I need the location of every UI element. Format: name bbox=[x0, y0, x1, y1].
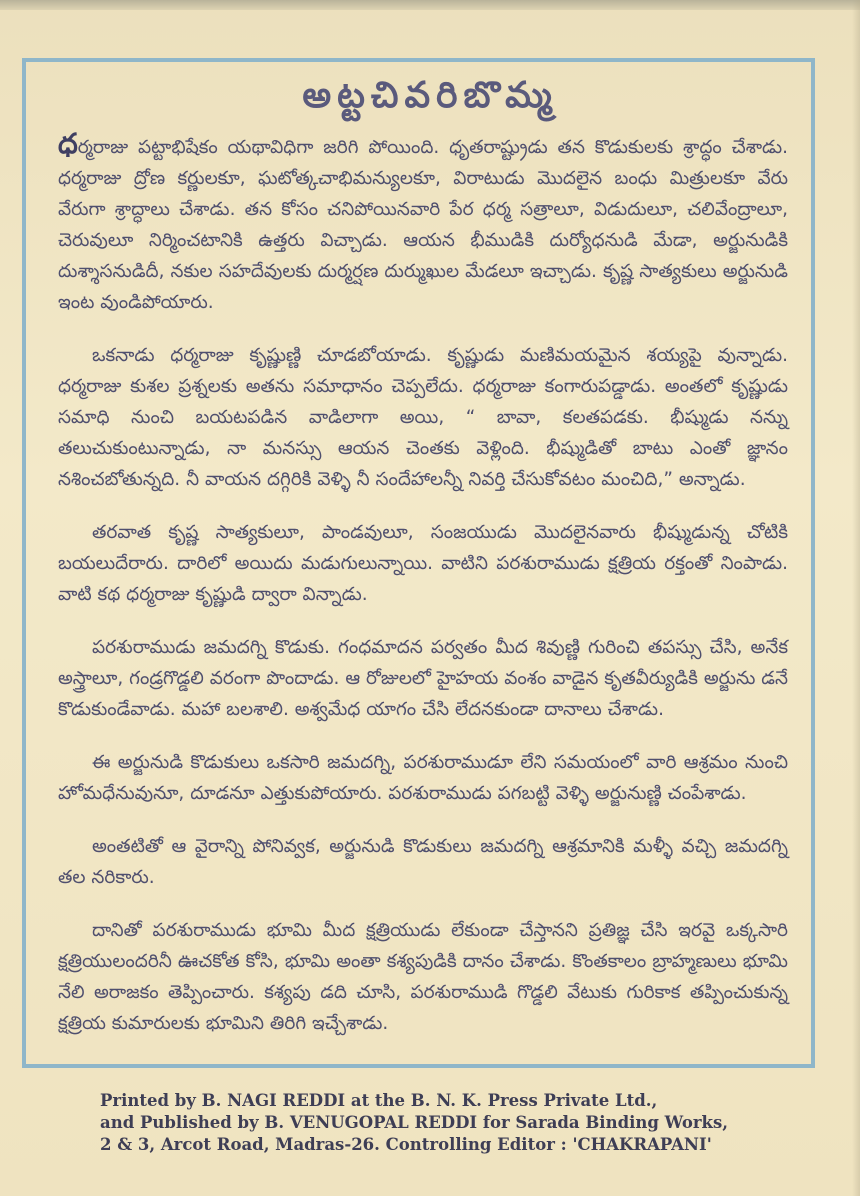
imprint-line-2: and Published by B. VENUGOPAL REDDI for Sarada Binding Works, bbox=[100, 1113, 728, 1132]
paragraph-4: పరశురాముడు జమదగ్ని కొడుకు. గంధమాదన పర్వతం మీద శివుణ్ణి గురించి తపస్సు చేసి, అనేక అస్త్రాలూ, గండ్రగొడ్డలి వరంగా పొందాడు. ఆ రోజులలో హైహయ వంశం వాడైన కృతవీర్యుడికి అర్జును డనే కొడుకుండేవాడు. మహా బలశాలి. అశ్వమేధ యాగం చేసి లేదనకుండా దానాలు చేశాడు. bbox=[58, 637, 788, 720]
paragraph-5: ఈ అర్జునుడి కొడుకులు ఒకసారి జమదగ్ని, పరశురాముడూ లేని సమయంలో వారి ఆశ్రమం నుంచి హోమధేనువునూ, దూడనూ ఎత్తుకుపోయారు. పరశురాముడు పగబట్టి వెళ్ళి అర్జునుణ్ణి చంపేశాడు. bbox=[58, 752, 788, 804]
page-title: అట్టచివరిబొమ్మ bbox=[302, 75, 558, 116]
page-right-edge bbox=[852, 0, 860, 1196]
paragraph-1 bbox=[58, 128, 788, 318]
imprint-line-3: 2 & 3, Arcot Road, Madras-26. Controlling Editor : 'CHAKRAPANI' bbox=[100, 1135, 712, 1154]
top-edge-stripe bbox=[0, 0, 860, 10]
paragraph-3: తరవాత కృష్ణ సాత్యకులూ, పాండవులూ, సంజయుడు మొదలైనవారు భీష్ముడున్న చోటికి బయలుదేరారు. దారిలో అయిదు మడుగులున్నాయి. వాటిని పరశురాముడు క్షత్రియ రక్తంతో నింపాడు. వాటి కథ ధర్మరాజు కృష్ణుడి ద్వారా విన్నాడు. bbox=[58, 522, 788, 605]
paragraph-1-text: ర్మరాజు పట్టాభిషేకం యథావిధిగా జరిగి పోయింది. ధృతరాష్ట్రుడు తన కొడుకులకు శ్రాద్ధం చేశాడు. ధర్మరాజు ద్రోణ కర్ణులకూ, ఘటోత్కచాభిమన్యులకూ, విరాటుడు మొదలైన బంధు మిత్రులకూ వేరు వేరుగా శ్రాద్ధాలు చేశాడు. తన కోసం చనిపోయినవారి పేర ధర్మ సత్రాలూ, విడుదులూ, చలివేంద్రాలూ, చెరువులూ నిర్మించటానికి ఉత్తరు విచ్చాడు. ఆయన భీముడికి దుర్యోధనుడి మేడా, అర్జునుడికి దుశ్శాసనుడిదీ, నకుల సహదేవులకు దుర్మర్షణ దుర్ముఖుల మేడలూ ఇచ్చాడు. కృష్ణ సాత్యకులు అర్జునుడి ఇంట వుండిపోయారు. bbox=[58, 137, 788, 313]
drop-cap-letter: ధ bbox=[58, 127, 78, 160]
paragraph-6: అంతటితో ఆ వైరాన్ని పోనివ్వక, అర్జునుడి కొడుకులు జమదగ్ని ఆశ్రమానికి మళ్ళీ వచ్చి జమదగ్ని తల నరికారు. bbox=[58, 836, 788, 888]
paragraph-2: ఒకనాడు ధర్మరాజు కృష్ణుణ్ణి చూడబోయాడు. కృష్ణుడు మణిమయమైన శయ్యపై వున్నాడు. ధర్మరాజు కుశల ప్రశ్నలకు అతను సమాధానం చెప్పలేదు. ధర్మరాజు కంగారుపడ్డాడు. అంతలో కృష్ణుడు సమాధి నుంచి బయటపడిన వాడిలాగా అయి, “ బావా, కలతపడకు. భీష్ముడు నన్ను తలుచుకుంటున్నాడు, నా మనస్సు ఆయన చెంతకు వెళ్లింది. భీష్ముడితో బాటు ఎంతో జ్ఞానం నశించబోతున్నది. నీ వాయన దగ్గిరికి వెళ్ళి నీ సందేహాలన్నీ నివర్తి చేసుకోవటం మంచిది,” అన్నాడు. bbox=[58, 345, 788, 490]
paragraph-7: దానితో పరశురాముడు భూమి మీద క్షత్రియుడు లేకుండా చేస్తానని ప్రతిజ్ఞ చేసి ఇరవై ఒక్కసారి క్షత్రియులందరినీ ఊచకోత కోసి, భూమి అంతా కశ్యపుడికి దానం చేశాడు. కొంతకాలం బ్రాహ్మణులు భూమి నేలి అరాజకం తెప్పించారు. కశ్యపు డది చూసి, పరశురాముడి గొడ్డలి వేటుకు గురికాక తప్పించుకున్న క్షత్రియ కుమారులకు భూమిని తిరిగి ఇచ్చేశాడు. bbox=[58, 920, 788, 1034]
story-body bbox=[58, 128, 788, 1061]
imprint-footer bbox=[100, 1090, 770, 1156]
imprint-line-1: Printed by B. NAGI REDDI at the B. N. K. Press Private Ltd., bbox=[100, 1091, 658, 1110]
